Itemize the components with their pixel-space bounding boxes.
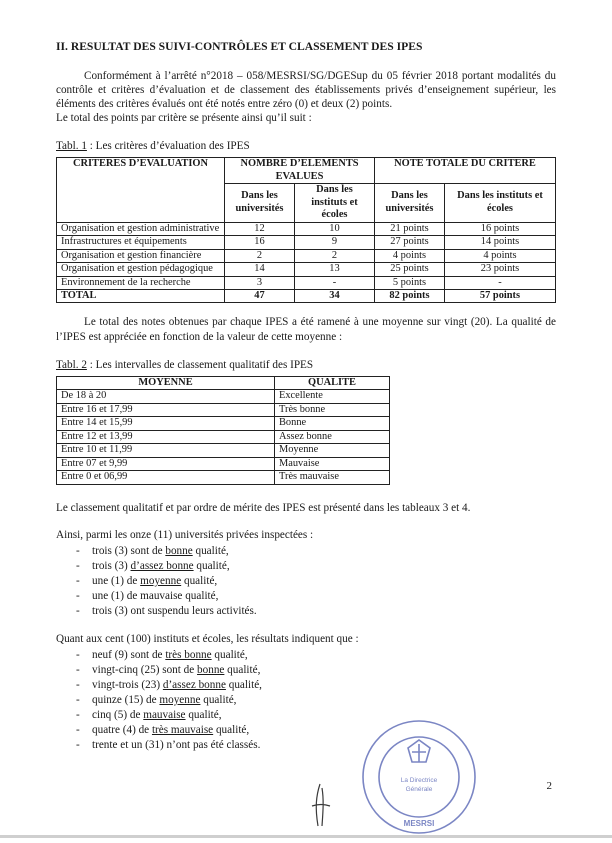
item-text: trois (3) sont de [92, 544, 166, 557]
quality-cell: Moyenne [275, 444, 390, 457]
table-row [57, 249, 556, 262]
subheader-elements-inst: Dans les instituts et écoles [295, 184, 375, 222]
item-text-end: qualité, [213, 724, 250, 736]
subheader-total-univ: Dans les universités [375, 184, 445, 222]
item-text-end: qualité, [192, 544, 229, 557]
points-inst-cell: - [445, 276, 556, 289]
points-univ-cell: 25 points [375, 263, 445, 276]
item-text: cinq (5) de [92, 709, 144, 721]
points-inst-cell: 14 points [445, 236, 556, 249]
item-emphasis: d’assez bonne [162, 679, 226, 691]
elements-inst-cell: - [295, 276, 375, 289]
list-item [76, 574, 556, 589]
table2-caption [56, 358, 556, 372]
header-average: MOYENNE [57, 376, 275, 389]
elements-inst-cell: 10 [295, 222, 375, 235]
elements-inst-cell: 9 [295, 236, 375, 249]
list-item [76, 648, 556, 663]
quality-cell: Très bonne [275, 403, 390, 416]
quality-cell: Bonne [275, 417, 390, 430]
item-emphasis: moyenne [159, 694, 201, 706]
universities-intro: Ainsi, parmi les onze (11) universités privées inspectées : [56, 528, 314, 541]
elements-univ-cell: 16 [225, 236, 295, 249]
range-cell: Entre 0 et 06,99 [57, 471, 275, 484]
item-text-end: qualité, [211, 649, 248, 661]
table1-caption-label: Tabl. 1 [56, 140, 87, 153]
subheader-total-inst: Dans les instituts et écoles [445, 184, 556, 222]
quality-cell: Très mauvaise [275, 471, 390, 484]
table1-caption [56, 139, 556, 153]
criterion-cell: Organisation et gestion administrative [57, 222, 225, 235]
table1-caption-text: : Les critères d’évaluation des IPES [86, 140, 250, 153]
seal-inner-text-1: La Directrice [400, 777, 438, 784]
elements-univ-cell: 2 [225, 249, 295, 262]
table-row [57, 457, 390, 470]
item-text: vingt-trois (23) [92, 679, 163, 691]
quality-cell: Assez bonne [275, 430, 390, 443]
table-row [57, 471, 390, 484]
range-cell: Entre 14 et 15,99 [57, 417, 275, 430]
item-text-end: qualité, [225, 679, 262, 691]
criterion-cell: Environnement de la recherche [57, 276, 225, 289]
item-text-end: qualité, [224, 664, 261, 676]
header-quality: QUALITE [275, 376, 390, 389]
table-row [57, 403, 390, 416]
item-text-end: qualité, [200, 694, 237, 706]
criterion-cell: Organisation et gestion financière [57, 249, 225, 262]
criterion-cell: Organisation et gestion pédagogique [57, 263, 225, 276]
header-criteria: CRITERES D’EVALUATION [57, 158, 225, 222]
item-text: une (1) de mauvaise qualité, [92, 589, 219, 602]
item-text: vingt-cinq (25) sont de [92, 664, 198, 676]
item-text-end: qualité, [181, 574, 218, 587]
universities-list [56, 544, 556, 619]
seal-inner-text-2: Générale [405, 786, 433, 793]
points-inst-cell: 23 points [445, 263, 556, 276]
classement-line: Le classement qualitatif et par ordre de mérite des IPES est présenté dans les tableaux 3 et 4. [56, 501, 471, 514]
header-total: NOTE TOTALE DU CRITERE [375, 158, 556, 184]
total-points-inst: 57 points [445, 289, 556, 302]
institutes-list [56, 648, 556, 753]
list-item [76, 723, 556, 738]
item-emphasis: très mauvaise [151, 724, 214, 736]
intro-paragraph: Conformément à l’arrêté n°2018 – 058/MESRSI/SG/DGESup du 05 février 2018 portant modalités du contrôle et critères d’évaluation et de classement des établissements privés d’enseignement supérieur, les éléments des critères évalués ont été notés entre zéro (0) et deux (2) points. [56, 69, 556, 110]
list-item [76, 738, 556, 753]
item-text: trois (3) ont suspendu leurs activités. [92, 604, 257, 617]
item-text-end: qualité, [193, 559, 230, 572]
item-emphasis: d’assez bonne [130, 559, 194, 572]
item-emphasis: mauvaise [143, 709, 186, 721]
item-text-end: qualité, [185, 709, 222, 721]
item-text: neuf (9) sont de [92, 649, 166, 661]
table-row [57, 390, 390, 403]
points-univ-cell: 21 points [375, 222, 445, 235]
elements-inst-cell: 13 [295, 263, 375, 276]
range-cell: Entre 10 et 11,99 [57, 444, 275, 457]
elements-univ-cell: 14 [225, 263, 295, 276]
list-item [76, 544, 556, 559]
points-univ-cell: 4 points [375, 249, 445, 262]
item-text: trente et un (31) n’ont pas été classés. [92, 739, 261, 751]
item-emphasis: bonne [165, 544, 193, 557]
total-points-univ: 82 points [375, 289, 445, 302]
elements-univ-cell: 3 [225, 276, 295, 289]
total-elements-inst: 34 [295, 289, 375, 302]
table2-caption-text: : Les intervalles de classement qualitatif des IPES [86, 358, 314, 371]
table-row [57, 236, 556, 249]
item-text: quinze (15) de [92, 694, 160, 706]
list-item [76, 708, 556, 723]
range-cell: Entre 16 et 17,99 [57, 403, 275, 416]
points-univ-cell: 27 points [375, 236, 445, 249]
official-seal [360, 718, 478, 836]
seal-bottom-text: MESRSI [403, 819, 435, 828]
list-item [76, 678, 556, 693]
elements-inst-cell: 2 [295, 249, 375, 262]
table-row [57, 276, 556, 289]
item-emphasis: très bonne [165, 649, 212, 661]
table2-caption-label: Tabl. 2 [56, 358, 87, 371]
points-inst-cell: 16 points [445, 222, 556, 235]
criterion-cell: Infrastructures et équipements [57, 236, 225, 249]
header-elements: NOMBRE D’ELEMENTS EVALUES [225, 158, 375, 184]
range-cell: Entre 07 et 9,99 [57, 457, 275, 470]
criteria-table [56, 157, 556, 303]
section-title: II. RESULTAT DES SUIVI-CONTRÔLES ET CLASSEMENT DES IPES [56, 40, 423, 53]
list-item [76, 559, 556, 574]
quality-cell: Excellente [275, 390, 390, 403]
points-univ-cell: 5 points [375, 276, 445, 289]
list-item [76, 604, 556, 619]
document-page [56, 30, 556, 753]
item-text: quatre (4) de [92, 724, 152, 736]
total-label: TOTAL [57, 289, 225, 302]
list-item [76, 663, 556, 678]
item-emphasis: bonne [197, 664, 225, 676]
elements-univ-cell: 12 [225, 222, 295, 235]
item-text: une (1) de [92, 574, 141, 587]
table-row [57, 222, 556, 235]
page-number: 2 [546, 780, 552, 792]
list-item [76, 589, 556, 604]
mid-paragraph: Le total des notes obtenues par chaque IPES a été ramené à une moyenne sur vingt (20). La qualité de l’IPES est appréciée en fonction de la valeur de cette moyenne : [56, 316, 556, 343]
range-cell: De 18 à 20 [57, 390, 275, 403]
item-text: trois (3) [92, 559, 131, 572]
points-inst-cell: 4 points [445, 249, 556, 262]
quality-table [56, 376, 390, 485]
table-row [57, 417, 390, 430]
subheader-elements-univ: Dans les universités [225, 184, 295, 222]
intro-line-2: Le total des points par critère se présente ainsi qu’il suit : [56, 111, 312, 124]
range-cell: Entre 12 et 13,99 [57, 430, 275, 443]
signature-mark [306, 782, 336, 828]
institutes-intro: Quant aux cent (100) instituts et écoles, les résultats indiquent que : [56, 632, 359, 645]
scan-edge [0, 835, 612, 838]
quality-cell: Mauvaise [275, 457, 390, 470]
table-row [57, 430, 390, 443]
list-item [76, 693, 556, 708]
total-row [57, 289, 556, 302]
total-elements-univ: 47 [225, 289, 295, 302]
table-row [57, 263, 556, 276]
item-emphasis: moyenne [140, 574, 182, 587]
table-row [57, 444, 390, 457]
